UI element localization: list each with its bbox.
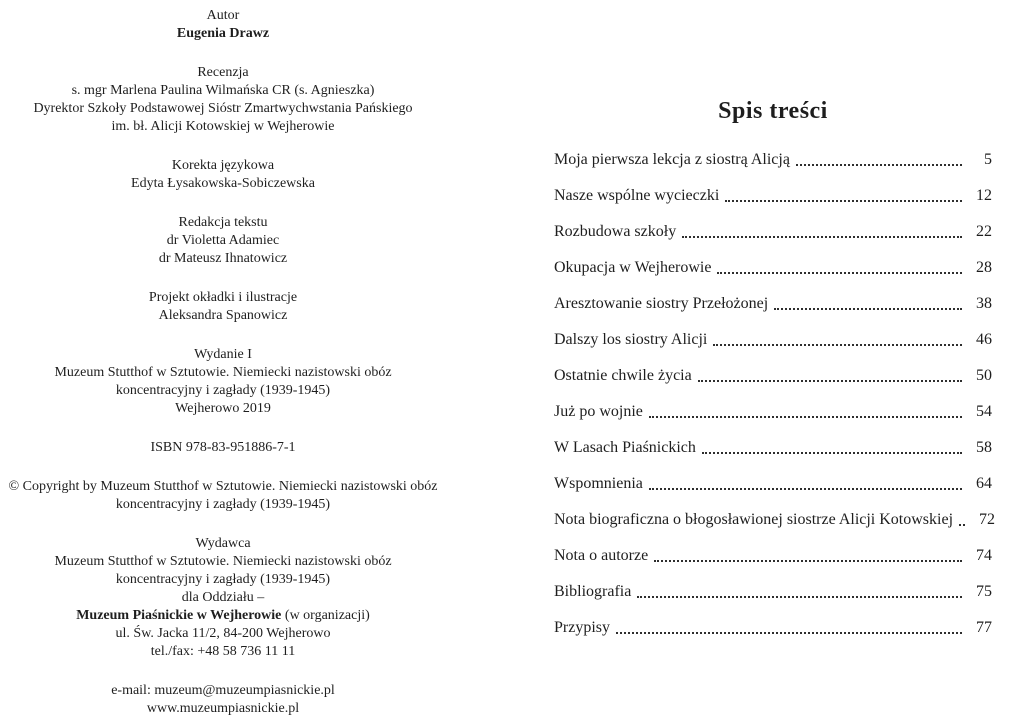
toc-entry-label: Już po wojnie — [554, 403, 643, 420]
toc-entry-page-number: 28 — [976, 259, 992, 276]
colophon-line: dr Mateusz Ihnatowicz — [158, 251, 288, 266]
toc-entry-page-number: 54 — [976, 403, 992, 420]
toc-entry — [554, 186, 992, 206]
colophon-section-text-editing — [0, 214, 446, 268]
toc-entry-label: Nota o autorze — [554, 547, 649, 564]
toc-entry-page-number: 74 — [976, 547, 992, 564]
colophon-section-contact — [0, 682, 446, 718]
colophon-line: dla Oddziału – — [181, 590, 265, 605]
toc-entry-label: Okupacja w Wejherowie — [554, 259, 712, 276]
toc-title: Spis treści — [718, 98, 828, 124]
toc-entry — [554, 438, 992, 458]
colophon-line: Projekt okładki i ilustracje — [148, 290, 298, 305]
toc-dot-leader — [774, 308, 962, 310]
colophon-line: Autor — [206, 8, 240, 23]
colophon-line: dr Violetta Adamiec — [166, 233, 280, 248]
toc-entry-page-number: 38 — [976, 295, 992, 312]
colophon-section-edition — [0, 346, 446, 418]
colophon-line: im. bł. Alicji Kotowskiej w Wejherowie — [111, 119, 335, 134]
colophon-line: Dyrektor Szkoły Podstawowej Sióstr Zmartwychwstania Pańskiego — [33, 101, 413, 116]
colophon-section-language-correction — [0, 157, 446, 193]
colophon-line: Muzeum Stutthof w Sztutowie. Niemiecki nazistowski obóz — [54, 365, 392, 380]
colophon-line: Redakcja tekstu — [178, 215, 268, 230]
colophon-line: koncentracyjny i zagłady (1939-1945) — [115, 497, 331, 512]
toc-list — [554, 150, 996, 638]
toc-entry — [554, 618, 992, 638]
toc-entry-label: Nasze wspólne wycieczki — [554, 187, 720, 204]
toc-entry — [554, 582, 992, 602]
toc-entry-page-number: 50 — [976, 367, 992, 384]
toc-dot-leader — [649, 416, 962, 418]
toc-entry — [554, 294, 992, 314]
colophon-section-cover-design — [0, 289, 446, 325]
toc-dot-leader — [698, 380, 962, 382]
toc-dot-leader — [959, 524, 965, 526]
toc-entry-page-number: 75 — [976, 583, 992, 600]
toc-entry — [554, 474, 992, 494]
colophon-line: Edyta Łysakowska-Sobiczewska — [131, 176, 315, 191]
toc-entry — [554, 402, 992, 422]
toc-entry-label: Ostatnie chwile życia — [554, 367, 692, 384]
toc-entry — [554, 222, 992, 242]
colophon-line: Eugenia Drawz — [176, 26, 270, 41]
colophon-line: Wejherowo 2019 — [175, 401, 271, 416]
toc-entry-page-number: 12 — [976, 187, 992, 204]
colophon-line: Recenzja — [197, 65, 249, 80]
toc-entry-label: Rozbudowa szkoły — [554, 223, 677, 240]
colophon-line: Korekta językowa — [171, 158, 275, 173]
colophon-line: ul. Św. Jacka 11/2, 84-200 Wejherowo — [115, 626, 331, 641]
toc-entry-label: Aresztowanie siostry Przełożonej — [554, 295, 769, 312]
toc-entry — [554, 510, 996, 530]
colophon-line: e-mail: muzeum@muzeumpiasnickie.pl — [111, 683, 335, 698]
toc-entry — [554, 366, 992, 386]
toc-dot-leader — [654, 560, 962, 562]
toc-dot-leader — [713, 344, 962, 346]
toc-entry-page-number: 77 — [976, 619, 992, 636]
colophon-page — [0, 7, 446, 718]
toc-entry-page-number: 46 — [976, 331, 992, 348]
colophon-line: s. mgr Marlena Paulina Wilmańska CR (s. Agnieszka) — [71, 83, 375, 98]
toc-dot-leader — [717, 272, 962, 274]
toc-entry-label: Dalszy los siostry Alicji — [554, 331, 708, 348]
colophon-section-author — [0, 7, 446, 43]
toc-entry-page-number: 58 — [976, 439, 992, 456]
toc-entry-label: Wspomnienia — [554, 475, 643, 492]
toc-entry — [554, 330, 992, 350]
toc-entry-page-number: 5 — [984, 151, 992, 168]
colophon-section-copyright — [0, 478, 446, 514]
toc-dot-leader — [796, 164, 962, 166]
colophon-line: Muzeum Stutthof w Sztutowie. Niemiecki nazistowski obóz — [54, 554, 392, 569]
toc-dot-leader — [616, 632, 962, 634]
colophon-line: Muzeum Piaśnickie w Wejherowie (w organizacji) — [76, 608, 370, 623]
toc-entry-page-number: 22 — [976, 223, 992, 240]
toc-dot-leader — [702, 452, 962, 454]
colophon-line: © Copyright by Muzeum Stutthof w Sztutowie. Niemiecki nazistowski obóz — [8, 479, 438, 494]
colophon-section-publisher — [0, 535, 446, 661]
toc-page — [554, 96, 996, 638]
toc-entry — [554, 258, 992, 278]
colophon-line: tel./fax: +48 58 736 11 11 — [150, 644, 296, 659]
colophon-line: Wydanie I — [194, 347, 252, 362]
toc-dot-leader — [725, 200, 962, 202]
toc-entry — [554, 546, 992, 566]
colophon-line: Aleksandra Spanowicz — [158, 308, 288, 323]
toc-dot-leader — [637, 596, 962, 598]
colophon-section-isbn — [0, 439, 446, 457]
colophon-line: www.muzeumpiasnickie.pl — [146, 701, 300, 716]
toc-entry — [554, 150, 992, 170]
colophon-line: Wydawca — [195, 536, 251, 551]
toc-entry-page-number: 64 — [976, 475, 992, 492]
toc-dot-leader — [682, 236, 962, 238]
toc-entry-label: Bibliografia — [554, 583, 632, 600]
toc-entry-label: Przypisy — [554, 619, 610, 636]
toc-entry-label: Moja pierwsza lekcja z siostrą Alicją — [554, 151, 790, 168]
colophon-line: koncentracyjny i zagłady (1939-1945) — [115, 572, 331, 587]
toc-entry-page-number: 72 — [979, 511, 996, 528]
colophon-line: koncentracyjny i zagłady (1939-1945) — [115, 383, 331, 398]
colophon-line: ISBN 978-83-951886-7-1 — [150, 440, 296, 455]
colophon-section-review — [0, 64, 446, 136]
toc-entry-label: W Lasach Piaśnickich — [554, 439, 696, 456]
toc-entry-label: Nota biograficzna o błogosławionej siostrze Alicji Kotowskiej — [554, 511, 954, 528]
toc-dot-leader — [649, 488, 962, 490]
